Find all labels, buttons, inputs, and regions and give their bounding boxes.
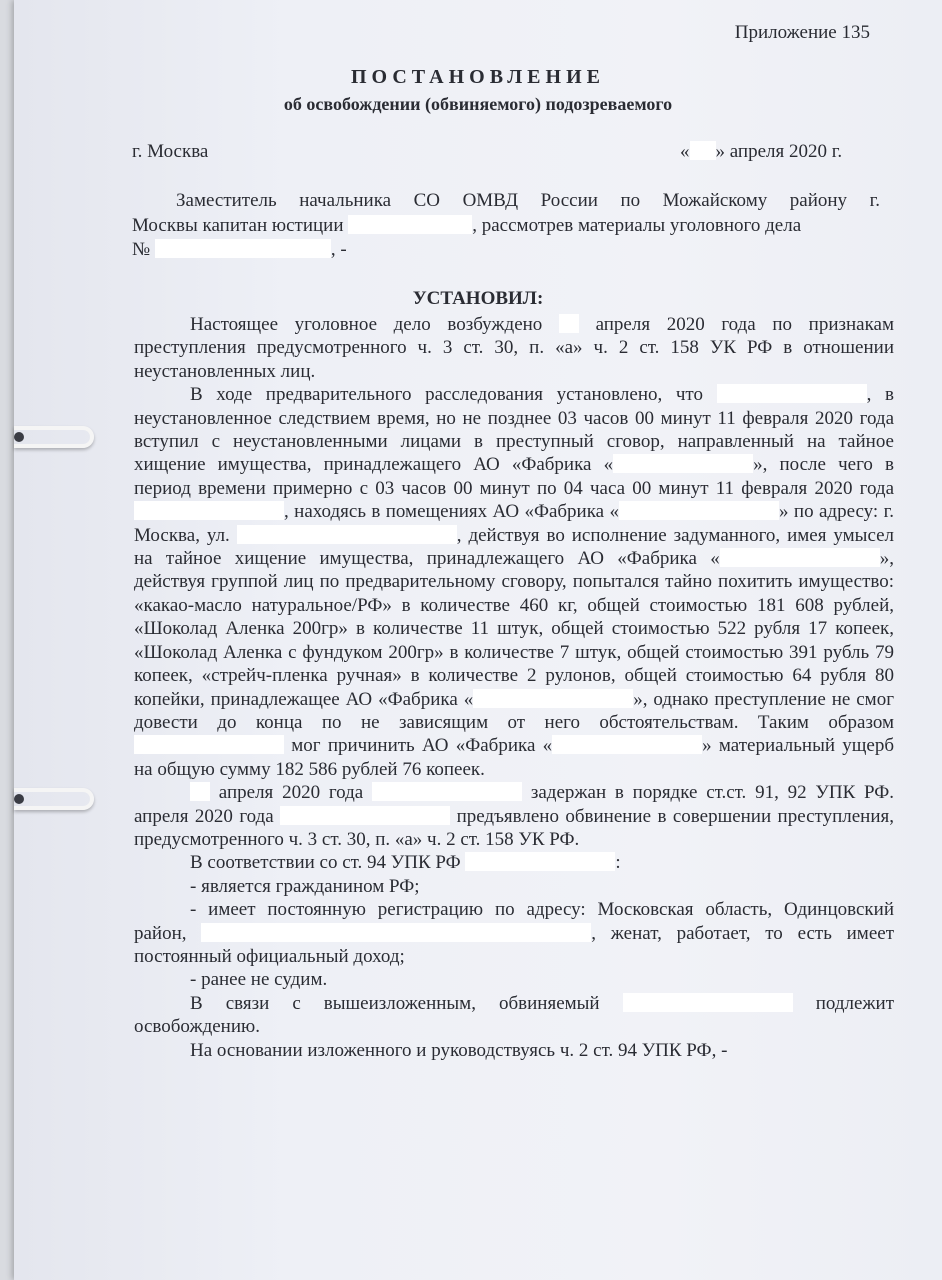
binder-ring bbox=[14, 426, 94, 448]
redacted-field bbox=[201, 923, 591, 942]
redacted-field bbox=[473, 689, 633, 708]
redacted-field bbox=[720, 548, 880, 567]
document-date: « » апреля 2020 г. bbox=[680, 141, 843, 162]
paragraph: Настоящее уголовное дело возбуждено апреля 2020 года по признакам преступления предусмотренного ч. 3 ст. 30, п. «а» ч. 2 ст. 158 УК РФ в отношении неустановленных лиц. bbox=[134, 314, 895, 382]
list-item: - является гражданином РФ; bbox=[190, 875, 420, 897]
annex-label: Приложение 135 bbox=[734, 22, 870, 43]
document-title: ПОСТАНОВЛЕНИЕ bbox=[351, 66, 605, 88]
redacted-field bbox=[717, 384, 867, 403]
redacted-field bbox=[613, 454, 753, 473]
redacted-field bbox=[280, 806, 450, 825]
redacted-field bbox=[134, 501, 284, 520]
redacted-field bbox=[348, 215, 472, 234]
paragraph: На основании изложенного и руководствуясь ч. 2 ст. 94 УПК РФ, - bbox=[190, 1039, 728, 1061]
redacted-field bbox=[559, 314, 579, 333]
paragraph: В ходе предварительного расследования установлено, что , в неустановленное следствием время, но не позднее 03 часов 00 минут 11 февраля 2020 года вступил с неустановленными лицами в преступный сговор, направленный на тайное хищение имущества, принадлежащего АО «Фабрика « », после чего в период времени примерно с 03 часов 00 минут по 04 часа 00 минут 11 февраля 2020 года , находясь в помещениях АО «Фабрика « » по адресу: г. Москва, ул. , действуя во исполнение задуманного, имея умысел на тайное хищение имущества, принадлежащего АО «Фабрика « », действуя группой лиц по предварительному сговору, попытался тайно похитить имущество: «какао-масло натуральное/РФ» в количестве 460 кг, общей стоимостью 181 608 рублей, «Шоколад Аленка 200гр» в количестве 11 штук, общей стоимостью 522 рубля 17 копеек, «Шоколад Аленка с фундуком 200гр» в количестве 7 штук, общей стоимостью 391 рубль 79 копеек, «стрейч-пленка ручная» в количестве 2 рулонов, общей стоимостью 64 рубля 80 копейки, принадлежащее АО «Фабрика « », однако преступление не смог довести до конца по не зависящим от него обстоятельствам. Таким образом мог причинить АО «Фабрика « » материальный ущерб на общую сумму 182 586 рублей 76 копеек. bbox=[134, 384, 895, 780]
redacted-field bbox=[552, 735, 702, 754]
redacted-field bbox=[690, 141, 716, 160]
redacted-field bbox=[237, 525, 457, 544]
redacted-field bbox=[465, 852, 615, 871]
intro-line-2: Москвы капитан юстиции , рассмотрев материалы уголовного дела bbox=[132, 215, 802, 236]
section-heading: УСТАНОВИЛ: bbox=[412, 288, 544, 309]
paragraph: апреля 2020 года задержан в порядке ст.ст. 91, 92 УПК РФ. апреля 2020 года предъявлено обвинение в совершении преступления, предусмотренного ч. 3 ст. 30, п. «а» ч. 2 ст. 158 УК РФ. bbox=[134, 782, 895, 850]
redacted-field bbox=[190, 782, 210, 801]
document-subtitle: об освобождении (обвиняемого) подозреваемого bbox=[283, 94, 673, 114]
redacted-field bbox=[134, 735, 284, 754]
city: г. Москва bbox=[132, 141, 209, 162]
paragraph: В соответствии со ст. 94 УПК РФ : bbox=[190, 852, 621, 874]
redacted-field bbox=[623, 993, 793, 1012]
intro-line-1: Заместитель начальника СО ОМВД России по Можайскому району г. bbox=[176, 190, 880, 211]
redacted-field bbox=[372, 782, 522, 801]
list-item: - имеет постоянную регистрацию по адресу: Московская область, Одинцовский район, , женат, работает, то есть имеет постоянный официальный доход; bbox=[134, 899, 895, 967]
intro-line-3: № , - bbox=[132, 239, 347, 260]
redacted-field bbox=[155, 239, 331, 258]
paragraph: В связи с вышеизложенным, обвиняемый подлежит освобождению. bbox=[134, 992, 895, 1038]
redacted-field bbox=[619, 501, 779, 520]
list-item: - ранее не судим. bbox=[190, 969, 328, 991]
document-page bbox=[14, 0, 942, 1280]
binder-ring bbox=[14, 788, 94, 810]
document-body bbox=[134, 313, 894, 1062]
